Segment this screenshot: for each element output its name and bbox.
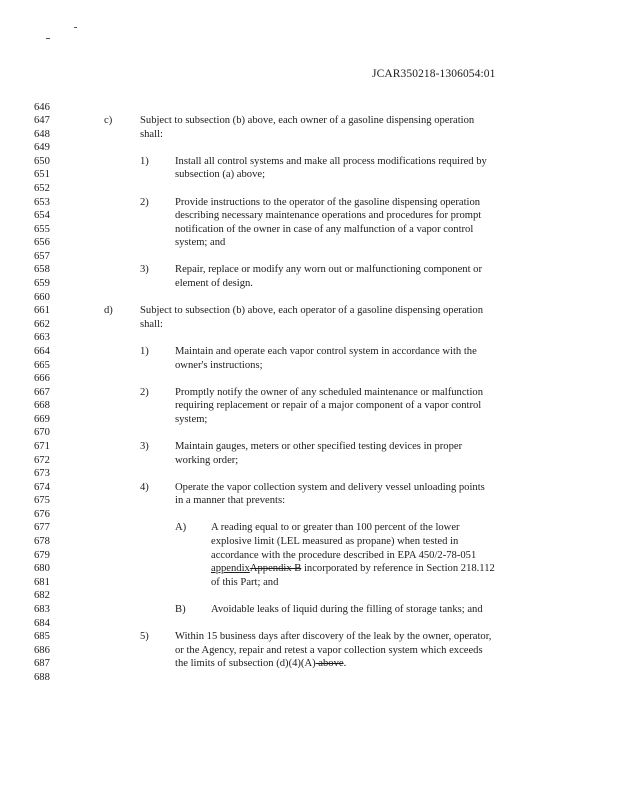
document-line [0, 576, 618, 589]
line-number: 671 [34, 441, 50, 452]
line-number: 674 [34, 481, 50, 493]
document-line [0, 644, 618, 657]
line-number: 654 [34, 210, 50, 222]
document-line [0, 399, 618, 412]
subsection-label: B) [175, 603, 186, 615]
line-text [175, 399, 481, 412]
line-number: 686 [34, 644, 50, 656]
text-segment: requiring replacement or repair of a major component of a vapor control [175, 400, 482, 412]
line-number: 680 [34, 563, 50, 575]
document-line [0, 223, 618, 236]
text-segment: describing necessary maintenance operations and procedures for prompt [175, 210, 482, 222]
text-segment: Maintain gauges, meters or other specified testing devices in proper [175, 441, 463, 452]
subsection-label: 3) [140, 264, 149, 276]
line-number: 657 [34, 250, 50, 262]
text-segment: Subject to subsection (b) above, each owner of a gasoline dispensing operation [140, 115, 475, 127]
text-segment: working order; [175, 454, 239, 466]
line-number: 683 [34, 603, 50, 615]
document-line [0, 535, 618, 548]
scan-speck [46, 38, 50, 39]
document-line [0, 657, 618, 670]
line-number: 667 [34, 386, 50, 398]
document-line [0, 141, 618, 154]
text-segment: accordance with the procedure described in EPA 450/2-78-051 [211, 549, 477, 561]
line-text [211, 549, 476, 562]
document-line [0, 155, 618, 168]
text-segment: Provide instructions to the operator of the gasoline dispensing operation [175, 196, 481, 208]
text-segment: notification of the owner in case of any malfunction of a vapor control [175, 223, 474, 235]
text-segment: . [343, 658, 347, 670]
line-number: 652 [34, 182, 50, 194]
text-segment: shall: [140, 128, 163, 140]
line-number: 669 [34, 413, 50, 425]
line-number: 672 [34, 454, 50, 466]
line-number: 656 [34, 237, 50, 249]
line-text [175, 494, 285, 507]
text-segment: the limits of subsection (d)(4)(A) [175, 658, 316, 670]
text-segment: system; [175, 413, 208, 425]
line-number: 650 [34, 155, 50, 167]
document-line [0, 168, 618, 181]
line-text [175, 359, 263, 372]
text-segment: or the Agency, repair and retest a vapor collection system which exceeds [175, 644, 483, 656]
line-number: 675 [34, 495, 50, 507]
text-segment: Operate the vapor collection system and delivery vessel unloading points [175, 481, 485, 493]
document-line [0, 182, 618, 195]
document-line [0, 603, 618, 616]
text-segment: Maintain and operate each vapor control system in accordance with the [175, 345, 477, 357]
line-number: 660 [34, 291, 50, 303]
document-line [0, 494, 618, 507]
document-line [0, 318, 618, 331]
line-number: 646 [34, 101, 50, 113]
line-text [175, 209, 481, 222]
line-number: 679 [34, 549, 50, 561]
line-text [211, 562, 495, 575]
line-number: 676 [34, 508, 50, 520]
line-number: 655 [34, 223, 50, 235]
line-number: 659 [34, 278, 50, 290]
subsection-label: d) [104, 305, 113, 317]
subsection-label: 1) [140, 155, 149, 167]
line-text [175, 236, 225, 249]
document-line [0, 114, 618, 127]
document-line [0, 426, 618, 439]
line-number: 665 [34, 359, 50, 371]
line-number: 651 [34, 169, 50, 181]
text-segment: element of design. [175, 278, 253, 290]
line-text [175, 657, 346, 670]
document-line [0, 617, 618, 630]
line-number: 670 [34, 427, 50, 439]
line-text [175, 155, 487, 168]
line-text [211, 535, 458, 548]
line-text [175, 644, 483, 657]
line-number: 649 [34, 142, 50, 154]
text-segment: owner's instructions; [175, 359, 263, 371]
subsection-label: c) [104, 115, 113, 127]
subsection-label: 5) [140, 631, 149, 643]
document-line [0, 671, 618, 684]
document-line [0, 291, 618, 304]
document-line [0, 277, 618, 290]
text-segment: incorporated by reference in Section 218.112 [301, 563, 495, 575]
line-text [175, 168, 265, 181]
line-text [175, 454, 238, 467]
text-segment: Promptly notify the owner of any scheduled maintenance or malfunction [175, 386, 484, 398]
line-number: 647 [34, 115, 50, 127]
document-line [0, 467, 618, 480]
line-number: 673 [34, 468, 50, 480]
document-line [0, 196, 618, 209]
line-text [211, 521, 460, 534]
subsection-label: A) [175, 522, 187, 534]
document-line [0, 250, 618, 263]
line-text [175, 277, 253, 290]
document-line [0, 481, 618, 494]
document-line [0, 440, 618, 453]
line-number: 653 [34, 196, 50, 208]
document-line [0, 562, 618, 575]
line-number: 663 [34, 332, 50, 344]
document-line [0, 508, 618, 521]
line-number: 682 [34, 590, 50, 602]
line-number: 685 [34, 631, 50, 643]
document-line [0, 359, 618, 372]
text-segment: Within 15 business days after discovery of the leak by the owner, operator, [175, 631, 492, 643]
line-text [211, 603, 483, 616]
document-id-header: JCAR350218-1306054:01 [372, 68, 496, 80]
document-line [0, 386, 618, 399]
document-line [0, 236, 618, 249]
line-text [175, 481, 485, 494]
text-segment: Subject to subsection (b) above, each operator of a gasoline dispensing operation [140, 305, 484, 317]
line-text [140, 128, 163, 141]
line-text [140, 304, 483, 317]
line-text [175, 223, 473, 236]
document-line [0, 521, 618, 534]
text-segment: Install all control systems and make all process modifications required by [175, 155, 487, 167]
line-text [175, 630, 491, 643]
inserted-text: appendix [211, 563, 250, 575]
deleted-text: Appendix B [249, 563, 302, 575]
line-text [175, 263, 482, 276]
document-line [0, 128, 618, 141]
line-text [140, 318, 163, 331]
text-segment: system; and [175, 237, 226, 249]
document-line [0, 630, 618, 643]
line-number: 668 [34, 400, 50, 412]
subsection-label: 2) [140, 196, 149, 208]
document-line [0, 304, 618, 317]
line-number: 684 [34, 617, 50, 629]
text-segment: A reading equal to or greater than 100 percent of the lower [211, 522, 460, 534]
text-segment: explosive limit (LEL measured as propane) when tested in [211, 536, 459, 548]
deleted-text: above [315, 658, 344, 670]
line-number: 677 [34, 522, 50, 534]
line-text [175, 440, 462, 453]
document-line [0, 549, 618, 562]
document-line [0, 413, 618, 426]
line-number: 666 [34, 373, 50, 385]
line-text [175, 196, 480, 209]
document-line [0, 209, 618, 222]
document-line [0, 345, 618, 358]
subsection-label: 2) [140, 386, 149, 398]
text-segment: shall: [140, 318, 163, 330]
document-line [0, 372, 618, 385]
line-text [175, 345, 477, 358]
subsection-label: 4) [140, 481, 149, 493]
line-number: 648 [34, 128, 50, 140]
line-number: 661 [34, 305, 50, 317]
text-segment: Avoidable leaks of liquid during the filling of storage tanks; and [211, 603, 483, 615]
line-text [175, 386, 483, 399]
text-segment: in a manner that prevents: [175, 495, 286, 507]
scan-speck [74, 27, 77, 28]
subsection-label: 1) [140, 345, 149, 357]
line-number: 678 [34, 536, 50, 548]
document-line [0, 589, 618, 602]
line-number: 658 [34, 264, 50, 276]
document-line [0, 454, 618, 467]
document-line [0, 101, 618, 114]
line-number: 687 [34, 658, 50, 670]
subsection-label: 3) [140, 441, 149, 452]
document-line [0, 263, 618, 276]
text-segment: of this Part; and [211, 576, 279, 588]
line-number: 681 [34, 576, 50, 588]
line-number: 662 [34, 318, 50, 330]
line-number: 664 [34, 345, 50, 357]
line-text [175, 413, 207, 426]
line-text [211, 576, 278, 589]
document-line [0, 331, 618, 344]
line-number: 688 [34, 671, 50, 683]
line-text [140, 114, 474, 127]
text-segment: subsection (a) above; [175, 169, 266, 181]
text-segment: Repair, replace or modify any worn out or malfunctioning component or [175, 264, 483, 276]
